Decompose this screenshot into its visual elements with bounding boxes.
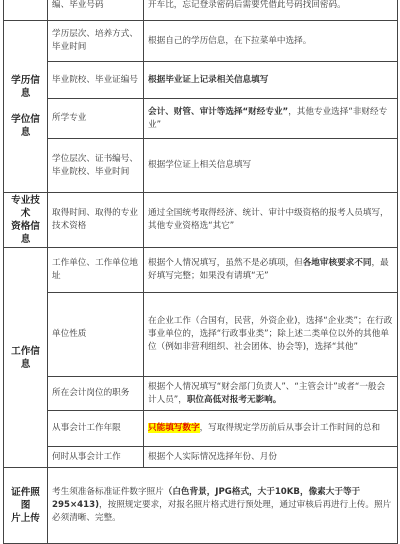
table-row (4, 293, 398, 377)
section-cell-empty (4, 0, 48, 21)
field-label: 学历层次、培养方式、毕业时间 (48, 21, 144, 62)
field-label: 所在会计岗位的职务 (48, 377, 144, 411)
field-label: 从事会计工作年限 (48, 411, 144, 447)
section-title-tech: 专业技术 (11, 195, 40, 219)
table-row (4, 193, 398, 248)
field-label: 编、毕业号码 (48, 0, 144, 21)
field-label: 学位层次、证书编号、毕业院校、毕业时间 (48, 139, 144, 193)
table-row (4, 377, 398, 411)
table-row (4, 139, 398, 193)
description-text: 根据毕业证上记录相关信息填写 (148, 74, 269, 85)
description-text: ，按照规定要求，对报名照片格式进行预处理，通过审核后再进行上传。照片必须清晰、完整。 (52, 500, 392, 523)
section-title-upload: 片上传 (11, 513, 40, 524)
description-bold: 职位高低对报考无影响。 (186, 394, 282, 405)
field-description: 开车比，忘记登录密码后需要凭借此号码找回密码。 (144, 0, 398, 21)
description-highlight: 只能填写数字 (148, 423, 200, 433)
field-description: 在企业工作（合国有，民营，外资企业)，选择“企业类”；在行政事业单位的，选择“行政事业类”；除上述二类单位以外的其他单位（例如非营利组织、社会团体、协会等)，选择“其他” (144, 293, 398, 377)
field-label: 工作单位、工作单位地址 (48, 248, 144, 293)
field-description: 通过全国统考取得经济、统计、审计中级资格的报考人员填写，其他专业资格选“其它” (144, 193, 398, 248)
section-title-work: 工作信息 (11, 345, 40, 370)
description-text: ，最好填写完整；如果没有请填“无” (148, 258, 389, 281)
field-label: 毕业院校、毕业证编号 (48, 62, 144, 99)
section-work (4, 248, 48, 468)
field-label: 取得时间、取得的专业技术资格 (48, 193, 144, 248)
field-description (48, 468, 398, 544)
table-row (4, 447, 398, 468)
section-education (4, 21, 48, 193)
table-row (4, 99, 398, 139)
description-bold: 会计、财管、审计等选择“财经专业” (148, 106, 289, 117)
field-description: 根据自己的学历信息，在下拉菜单中选择。 (144, 21, 398, 62)
table-row (4, 62, 398, 99)
table-row (4, 468, 398, 544)
table-row (4, 411, 398, 447)
field-label: 单位性质 (48, 293, 144, 377)
description-text: ，其他专业选择“非财经专业” (148, 106, 388, 130)
description-text: ，写取得规定学历前后从事会计工作时间的总和 (199, 423, 381, 433)
description-bold: 各地审核要求不同 (302, 258, 372, 268)
description-text: 考生须准备标准证件数字照片 (52, 487, 164, 497)
field-description (144, 248, 398, 293)
field-description (144, 377, 398, 411)
field-label: 何时从事会计工作 (48, 447, 144, 468)
section-title-education: 学历信息 (11, 75, 40, 99)
field-label: 所学专业 (48, 99, 144, 139)
section-photo-upload (4, 468, 48, 544)
description-bold: （白色背景，JPG格式，大于10KB，像素大于等于295×413) (52, 487, 361, 510)
description-text: 根据个人情况填写“财会部门负责人”、“主管会计”或者“一般会计人员”， (148, 381, 386, 405)
section-title-photo: 证件照图 (11, 487, 40, 511)
table-row (4, 21, 398, 62)
field-description (144, 411, 398, 447)
field-description (144, 99, 398, 139)
description-text: 根据个人情况填写，虽然不是必填项，但 (148, 258, 303, 268)
table-row (4, 0, 398, 21)
section-title-degree: 学位信息 (11, 114, 40, 138)
section-title-qualification: 资格信息 (11, 221, 40, 245)
field-description: 根据学位证上相关信息填写 (144, 139, 398, 193)
section-tech-qualification (4, 193, 48, 248)
table-row (4, 248, 398, 293)
field-description: 根据个人实际情况选择年份、月份 (144, 447, 398, 468)
field-description (144, 62, 398, 99)
registration-form-table (3, 0, 398, 544)
